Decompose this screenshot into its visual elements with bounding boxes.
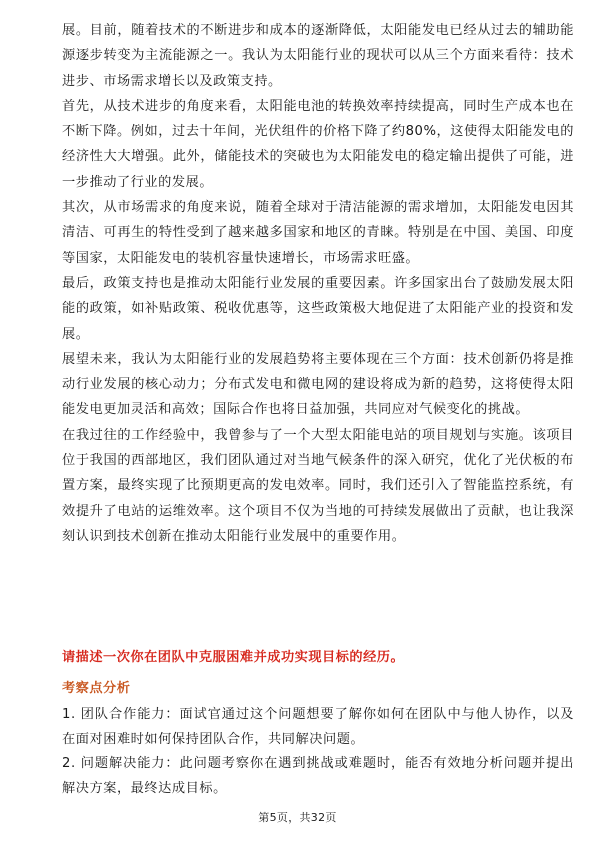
analysis-item-problem-solving: 2. 问题解决能力：此问题考察你在遇到挑战或难题时，能否有效地分析问题并提出解决方案，最终达成目标。 <box>62 756 574 796</box>
analysis-list <box>62 703 574 801</box>
analysis-item-teamwork: 1. 团队合作能力：面试官通过这个问题想要了解你如何在团队中与他人协作，以及在面对困难时如何保持团队合作，共同解决问题。 <box>62 707 574 747</box>
analysis-heading: 考察点分析 <box>62 681 131 696</box>
paragraph-outlook: 展望未来，我认为太阳能行业的发展趋势将主要体现在三个方面：技术创新仍将是推动行业发展的核心动力；分布式发电和微电网的建设将成为新的趋势，这将使得太阳能发电更加灵活和高效；国际合作也将日益加强，共同应对气候变化的挑战。 <box>62 351 574 418</box>
paragraph-policy: 最后，政策支持也是推动太阳能行业发展的重要因素。许多国家出台了鼓励发展太阳能的政策，如补贴政策、税收优惠等，这些政策极大地促进了太阳能产业的投资和发展。 <box>62 275 574 342</box>
page-number: 第5页，共32页 <box>258 811 337 824</box>
interview-question: 请描述一次你在团队中克服困难并成功实现目标的经历。 <box>62 650 405 665</box>
answer-body <box>62 18 574 549</box>
paragraph-experience: 在我过往的工作经验中，我曾参与了一个大型太阳能电站的项目规划与实施。该项目位于我国的西部地区，我们团队通过对当地气候条件的深入研究，优化了光伏板的布置方案，最终实现了比预期更高的发电效率。同时，我们还引入了智能监控系统，有效提升了电站的运维效率。这个项目不仅为当地的可持续发展做出了贡献，也让我深刻认识到技术创新在推动太阳能行业发展中的重要作用。 <box>62 427 574 544</box>
paragraph-technology: 首先，从技术进步的角度来看，太阳能电池的转换效率持续提高，同时生产成本也在不断下降。例如，过去十年间，光伏组件的价格下降了约80%，这使得太阳能发电的经济性大大增强。此外，储能技术的突破也为太阳能发电的稳定输出提供了可能，进一步推动了行业的发展。 <box>62 98 574 190</box>
paragraph-market-demand: 其次，从市场需求的角度来说，随着全球对于清洁能源的需求增加，太阳能发电因其清洁、可再生的特性受到了越来越多国家和地区的青睐。特别是在中国、美国、印度等国家，太阳能发电的装机容量快速增长，市场需求旺盛。 <box>62 200 574 266</box>
paragraph-current-status: 展。目前，随着技术的不断进步和成本的逐渐降低，太阳能发电已经从过去的辅助能源逐步转变为主流能源之一。我认为太阳能行业的现状可以从三个方面来看待：技术进步、市场需求增长以及政策支持。 <box>62 23 574 89</box>
